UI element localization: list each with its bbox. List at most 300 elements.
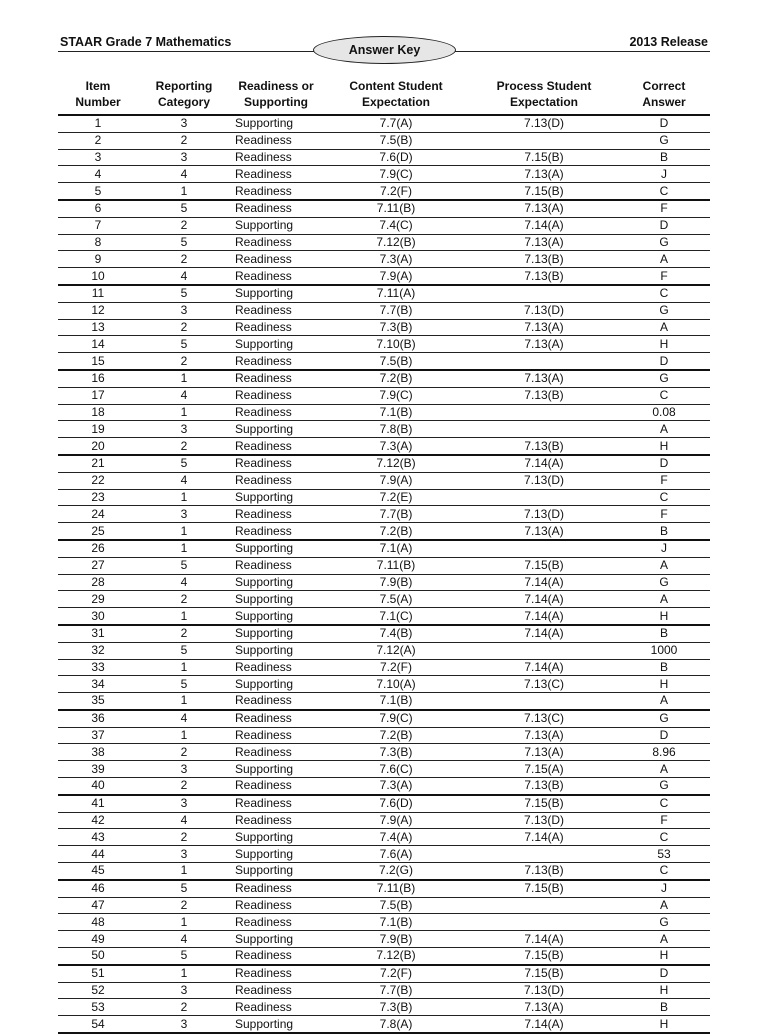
cell-content-expectation: 7.7(B)	[322, 982, 470, 999]
cell-correct-answer: A	[618, 557, 710, 574]
cell-process-expectation	[470, 914, 618, 931]
table-row	[58, 302, 710, 319]
cell-readiness-or-supporting: Supporting	[230, 115, 322, 132]
cell-item-number: 53	[58, 999, 138, 1016]
cell-reporting-category: 5	[138, 676, 230, 693]
cell-correct-answer: D	[618, 455, 710, 472]
cell-readiness-or-supporting: Readiness	[230, 438, 322, 455]
cell-item-number: 28	[58, 574, 138, 591]
cell-readiness-or-supporting: Readiness	[230, 982, 322, 999]
cell-item-number: 25	[58, 523, 138, 540]
cell-correct-answer: A	[618, 591, 710, 608]
cell-correct-answer: F	[618, 268, 710, 285]
cell-correct-answer: C	[618, 489, 710, 506]
release-label: 2013 Release	[629, 35, 708, 49]
cell-readiness-or-supporting: Readiness	[230, 557, 322, 574]
cell-reporting-category: 3	[138, 421, 230, 438]
cell-process-expectation: 7.14(A)	[470, 574, 618, 591]
cell-reporting-category: 1	[138, 540, 230, 557]
cell-reporting-category: 1	[138, 914, 230, 931]
cell-process-expectation	[470, 540, 618, 557]
cell-process-expectation	[470, 285, 618, 302]
cell-correct-answer: J	[618, 166, 710, 183]
cell-item-number: 32	[58, 642, 138, 659]
cell-content-expectation: 7.7(B)	[322, 302, 470, 319]
cell-correct-answer: H	[618, 982, 710, 999]
cell-content-expectation: 7.9(C)	[322, 387, 470, 404]
cell-content-expectation: 7.12(B)	[322, 948, 470, 965]
cell-process-expectation	[470, 693, 618, 710]
cell-item-number: 52	[58, 982, 138, 999]
cell-readiness-or-supporting: Readiness	[230, 999, 322, 1016]
cell-correct-answer: A	[618, 319, 710, 336]
cell-correct-answer: G	[618, 132, 710, 149]
cell-reporting-category: 1	[138, 183, 230, 200]
cell-item-number: 11	[58, 285, 138, 302]
cell-readiness-or-supporting: Readiness	[230, 523, 322, 540]
cell-correct-answer: J	[618, 540, 710, 557]
table-row	[58, 846, 710, 863]
cell-readiness-or-supporting: Supporting	[230, 489, 322, 506]
cell-content-expectation: 7.11(B)	[322, 880, 470, 897]
cell-content-expectation: 7.1(C)	[322, 608, 470, 625]
cell-item-number: 37	[58, 727, 138, 744]
cell-content-expectation: 7.9(B)	[322, 931, 470, 948]
cell-content-expectation: 7.9(C)	[322, 710, 470, 727]
cell-item-number: 24	[58, 506, 138, 523]
cell-readiness-or-supporting: Readiness	[230, 710, 322, 727]
cell-readiness-or-supporting: Readiness	[230, 880, 322, 897]
table-row	[58, 489, 710, 506]
table-row	[58, 319, 710, 336]
cell-content-expectation: 7.12(A)	[322, 642, 470, 659]
table-row	[58, 812, 710, 829]
cell-process-expectation: 7.13(D)	[470, 982, 618, 999]
cell-reporting-category: 3	[138, 506, 230, 523]
cell-readiness-or-supporting: Supporting	[230, 761, 322, 778]
cell-correct-answer: C	[618, 795, 710, 812]
table-row	[58, 268, 710, 285]
table-row	[58, 625, 710, 642]
table-row	[58, 693, 710, 710]
table-row	[58, 931, 710, 948]
cell-process-expectation: 7.13(B)	[470, 268, 618, 285]
cell-reporting-category: 3	[138, 761, 230, 778]
cell-item-number: 3	[58, 149, 138, 166]
cell-reporting-category: 4	[138, 387, 230, 404]
table-row	[58, 540, 710, 557]
cell-process-expectation: 7.13(A)	[470, 523, 618, 540]
table-row	[58, 744, 710, 761]
cell-correct-answer: G	[618, 370, 710, 387]
cell-readiness-or-supporting: Supporting	[230, 217, 322, 234]
cell-content-expectation: 7.1(B)	[322, 404, 470, 421]
table-row	[58, 200, 710, 217]
table-row	[58, 659, 710, 676]
cell-readiness-or-supporting: Readiness	[230, 897, 322, 914]
cell-content-expectation: 7.3(B)	[322, 744, 470, 761]
cell-process-expectation: 7.13(D)	[470, 302, 618, 319]
cell-reporting-category: 5	[138, 285, 230, 302]
table-row	[58, 761, 710, 778]
cell-content-expectation: 7.2(F)	[322, 965, 470, 982]
cell-correct-answer: B	[618, 625, 710, 642]
cell-item-number: 43	[58, 829, 138, 846]
cell-item-number: 12	[58, 302, 138, 319]
cell-content-expectation: 7.1(B)	[322, 914, 470, 931]
cell-item-number: 50	[58, 948, 138, 965]
table-row	[58, 183, 710, 200]
cell-item-number: 33	[58, 659, 138, 676]
cell-content-expectation: 7.12(B)	[322, 234, 470, 251]
cell-readiness-or-supporting: Supporting	[230, 285, 322, 302]
cell-correct-answer: C	[618, 285, 710, 302]
cell-process-expectation: 7.13(D)	[470, 506, 618, 523]
cell-content-expectation: 7.10(B)	[322, 336, 470, 353]
cell-content-expectation: 7.3(A)	[322, 438, 470, 455]
cell-item-number: 40	[58, 778, 138, 795]
cell-process-expectation: 7.13(A)	[470, 234, 618, 251]
cell-content-expectation: 7.2(B)	[322, 727, 470, 744]
answer-key-table	[58, 76, 710, 1034]
cell-correct-answer: H	[618, 1016, 710, 1033]
document-title: STAAR Grade 7 Mathematics	[60, 35, 232, 49]
cell-readiness-or-supporting: Readiness	[230, 965, 322, 982]
cell-item-number: 22	[58, 472, 138, 489]
cell-reporting-category: 3	[138, 846, 230, 863]
cell-readiness-or-supporting: Supporting	[230, 421, 322, 438]
cell-readiness-or-supporting: Readiness	[230, 812, 322, 829]
cell-correct-answer: 8.96	[618, 744, 710, 761]
cell-readiness-or-supporting: Supporting	[230, 1016, 322, 1033]
cell-reporting-category: 1	[138, 727, 230, 744]
table-row	[58, 897, 710, 914]
cell-content-expectation: 7.7(B)	[322, 506, 470, 523]
cell-item-number: 45	[58, 863, 138, 880]
cell-reporting-category: 2	[138, 829, 230, 846]
cell-correct-answer: F	[618, 472, 710, 489]
table-row	[58, 149, 710, 166]
cell-reporting-category: 1	[138, 489, 230, 506]
cell-content-expectation: 7.5(B)	[322, 132, 470, 149]
cell-correct-answer: F	[618, 200, 710, 217]
table-row	[58, 863, 710, 880]
table-row	[58, 948, 710, 965]
cell-readiness-or-supporting: Readiness	[230, 795, 322, 812]
cell-readiness-or-supporting: Readiness	[230, 183, 322, 200]
cell-correct-answer: H	[618, 948, 710, 965]
table-row	[58, 285, 710, 302]
cell-readiness-or-supporting: Readiness	[230, 914, 322, 931]
table-row	[58, 506, 710, 523]
cell-process-expectation: 7.15(B)	[470, 948, 618, 965]
cell-process-expectation: 7.13(B)	[470, 863, 618, 880]
cell-content-expectation: 7.9(A)	[322, 268, 470, 285]
cell-item-number: 27	[58, 557, 138, 574]
table-row	[58, 523, 710, 540]
cell-readiness-or-supporting: Readiness	[230, 149, 322, 166]
cell-content-expectation: 7.2(F)	[322, 183, 470, 200]
table-row	[58, 727, 710, 744]
cell-content-expectation: 7.6(A)	[322, 846, 470, 863]
table-row	[58, 608, 710, 625]
table-row	[58, 914, 710, 931]
cell-process-expectation	[470, 489, 618, 506]
cell-process-expectation: 7.14(A)	[470, 829, 618, 846]
cell-process-expectation: 7.15(A)	[470, 761, 618, 778]
cell-correct-answer: A	[618, 931, 710, 948]
cell-item-number: 34	[58, 676, 138, 693]
cell-item-number: 16	[58, 370, 138, 387]
cell-correct-answer: 0.08	[618, 404, 710, 421]
cell-content-expectation: 7.4(A)	[322, 829, 470, 846]
cell-item-number: 36	[58, 710, 138, 727]
cell-correct-answer: A	[618, 251, 710, 268]
cell-item-number: 26	[58, 540, 138, 557]
table-row	[58, 336, 710, 353]
cell-process-expectation: 7.15(B)	[470, 557, 618, 574]
cell-item-number: 51	[58, 965, 138, 982]
cell-item-number: 14	[58, 336, 138, 353]
table-row	[58, 574, 710, 591]
cell-item-number: 17	[58, 387, 138, 404]
cell-correct-answer: A	[618, 897, 710, 914]
cell-correct-answer: C	[618, 863, 710, 880]
cell-correct-answer: D	[618, 727, 710, 744]
table-row	[58, 676, 710, 693]
cell-correct-answer: H	[618, 608, 710, 625]
cell-item-number: 49	[58, 931, 138, 948]
cell-content-expectation: 7.5(B)	[322, 353, 470, 370]
cell-reporting-category: 5	[138, 200, 230, 217]
table-row	[58, 472, 710, 489]
cell-item-number: 8	[58, 234, 138, 251]
cell-reporting-category: 5	[138, 642, 230, 659]
cell-content-expectation: 7.1(A)	[322, 540, 470, 557]
cell-item-number: 18	[58, 404, 138, 421]
cell-correct-answer: B	[618, 659, 710, 676]
table-row	[58, 455, 710, 472]
cell-reporting-category: 2	[138, 353, 230, 370]
cell-correct-answer: J	[618, 880, 710, 897]
cell-correct-answer: D	[618, 965, 710, 982]
cell-reporting-category: 1	[138, 693, 230, 710]
cell-content-expectation: 7.9(C)	[322, 166, 470, 183]
cell-content-expectation: 7.9(A)	[322, 812, 470, 829]
cell-readiness-or-supporting: Readiness	[230, 727, 322, 744]
cell-item-number: 54	[58, 1016, 138, 1033]
cell-reporting-category: 1	[138, 523, 230, 540]
cell-reporting-category: 4	[138, 812, 230, 829]
table-row	[58, 166, 710, 183]
cell-readiness-or-supporting: Readiness	[230, 353, 322, 370]
col-header-correct-answer: Correct Answer	[642, 79, 686, 109]
cell-readiness-or-supporting: Readiness	[230, 268, 322, 285]
cell-item-number: 30	[58, 608, 138, 625]
cell-item-number: 1	[58, 115, 138, 132]
cell-correct-answer: G	[618, 302, 710, 319]
cell-correct-answer: B	[618, 149, 710, 166]
cell-reporting-category: 2	[138, 778, 230, 795]
cell-correct-answer: F	[618, 812, 710, 829]
cell-process-expectation: 7.13(C)	[470, 676, 618, 693]
cell-readiness-or-supporting: Supporting	[230, 574, 322, 591]
cell-content-expectation: 7.4(C)	[322, 217, 470, 234]
cell-reporting-category: 2	[138, 591, 230, 608]
cell-reporting-category: 3	[138, 982, 230, 999]
cell-correct-answer: B	[618, 999, 710, 1016]
table-row	[58, 829, 710, 846]
cell-reporting-category: 1	[138, 608, 230, 625]
answer-key-badge	[313, 36, 456, 64]
cell-content-expectation: 7.3(B)	[322, 319, 470, 336]
cell-item-number: 31	[58, 625, 138, 642]
cell-reporting-category: 5	[138, 455, 230, 472]
cell-correct-answer: G	[618, 778, 710, 795]
table-row	[58, 370, 710, 387]
cell-content-expectation: 7.3(B)	[322, 999, 470, 1016]
cell-item-number: 2	[58, 132, 138, 149]
cell-reporting-category: 5	[138, 336, 230, 353]
cell-reporting-category: 1	[138, 659, 230, 676]
cell-process-expectation: 7.13(D)	[470, 472, 618, 489]
cell-content-expectation: 7.11(B)	[322, 200, 470, 217]
cell-readiness-or-supporting: Supporting	[230, 336, 322, 353]
cell-reporting-category: 3	[138, 1016, 230, 1033]
cell-readiness-or-supporting: Supporting	[230, 540, 322, 557]
cell-process-expectation: 7.15(B)	[470, 880, 618, 897]
cell-reporting-category: 4	[138, 574, 230, 591]
cell-correct-answer: H	[618, 438, 710, 455]
cell-correct-answer: F	[618, 506, 710, 523]
cell-process-expectation	[470, 132, 618, 149]
cell-item-number: 9	[58, 251, 138, 268]
cell-content-expectation: 7.2(B)	[322, 370, 470, 387]
cell-correct-answer: C	[618, 183, 710, 200]
table-row	[58, 438, 710, 455]
table-row	[58, 353, 710, 370]
cell-reporting-category: 3	[138, 302, 230, 319]
cell-readiness-or-supporting: Readiness	[230, 234, 322, 251]
cell-item-number: 41	[58, 795, 138, 812]
cell-readiness-or-supporting: Readiness	[230, 659, 322, 676]
cell-process-expectation: 7.15(B)	[470, 149, 618, 166]
cell-correct-answer: G	[618, 710, 710, 727]
cell-process-expectation: 7.13(B)	[470, 778, 618, 795]
cell-process-expectation: 7.14(A)	[470, 455, 618, 472]
cell-item-number: 21	[58, 455, 138, 472]
table-row	[58, 557, 710, 574]
cell-readiness-or-supporting: Supporting	[230, 625, 322, 642]
cell-process-expectation: 7.14(A)	[470, 608, 618, 625]
cell-item-number: 20	[58, 438, 138, 455]
cell-item-number: 7	[58, 217, 138, 234]
cell-readiness-or-supporting: Readiness	[230, 166, 322, 183]
cell-correct-answer: G	[618, 574, 710, 591]
cell-correct-answer: A	[618, 693, 710, 710]
cell-process-expectation: 7.13(B)	[470, 251, 618, 268]
cell-readiness-or-supporting: Supporting	[230, 591, 322, 608]
cell-process-expectation: 7.13(A)	[470, 319, 618, 336]
cell-process-expectation: 7.14(A)	[470, 931, 618, 948]
cell-correct-answer: G	[618, 914, 710, 931]
cell-reporting-category: 5	[138, 557, 230, 574]
cell-item-number: 39	[58, 761, 138, 778]
table-row	[58, 217, 710, 234]
cell-reporting-category: 3	[138, 149, 230, 166]
cell-reporting-category: 4	[138, 166, 230, 183]
cell-process-expectation: 7.13(A)	[470, 370, 618, 387]
table-row	[58, 115, 710, 132]
cell-readiness-or-supporting: Readiness	[230, 302, 322, 319]
cell-content-expectation: 7.4(B)	[322, 625, 470, 642]
col-header-readiness-or-supporting: Readiness or Supporting	[238, 79, 314, 109]
table-row	[58, 234, 710, 251]
cell-content-expectation: 7.6(D)	[322, 795, 470, 812]
table-row	[58, 642, 710, 659]
cell-correct-answer: G	[618, 234, 710, 251]
cell-process-expectation	[470, 421, 618, 438]
table-row	[58, 778, 710, 795]
cell-item-number: 13	[58, 319, 138, 336]
cell-process-expectation: 7.13(A)	[470, 999, 618, 1016]
cell-content-expectation: 7.5(B)	[322, 897, 470, 914]
cell-process-expectation: 7.13(A)	[470, 744, 618, 761]
cell-reporting-category: 2	[138, 897, 230, 914]
cell-process-expectation	[470, 846, 618, 863]
cell-process-expectation: 7.14(A)	[470, 591, 618, 608]
cell-item-number: 42	[58, 812, 138, 829]
cell-correct-answer: C	[618, 829, 710, 846]
cell-readiness-or-supporting: Supporting	[230, 846, 322, 863]
cell-process-expectation: 7.13(D)	[470, 115, 618, 132]
table-row	[58, 795, 710, 812]
cell-content-expectation: 7.1(B)	[322, 693, 470, 710]
cell-process-expectation: 7.13(A)	[470, 166, 618, 183]
cell-readiness-or-supporting: Supporting	[230, 608, 322, 625]
cell-correct-answer: D	[618, 115, 710, 132]
cell-process-expectation	[470, 404, 618, 421]
col-header-item-number: Item Number	[75, 79, 121, 109]
cell-content-expectation: 7.8(A)	[322, 1016, 470, 1033]
cell-reporting-category: 2	[138, 625, 230, 642]
cell-reporting-category: 5	[138, 948, 230, 965]
cell-process-expectation: 7.13(A)	[470, 336, 618, 353]
table-row	[58, 982, 710, 999]
cell-readiness-or-supporting: Readiness	[230, 200, 322, 217]
cell-readiness-or-supporting: Supporting	[230, 829, 322, 846]
cell-reporting-category: 1	[138, 404, 230, 421]
cell-content-expectation: 7.3(A)	[322, 778, 470, 795]
table-row	[58, 710, 710, 727]
cell-process-expectation: 7.14(A)	[470, 1016, 618, 1033]
cell-correct-answer: H	[618, 676, 710, 693]
cell-process-expectation: 7.13(B)	[470, 387, 618, 404]
cell-content-expectation: 7.2(E)	[322, 489, 470, 506]
cell-process-expectation: 7.14(A)	[470, 625, 618, 642]
cell-content-expectation: 7.10(A)	[322, 676, 470, 693]
cell-item-number: 19	[58, 421, 138, 438]
cell-content-expectation: 7.7(A)	[322, 115, 470, 132]
table-row	[58, 965, 710, 982]
cell-content-expectation: 7.11(B)	[322, 557, 470, 574]
header-row	[58, 76, 710, 115]
cell-item-number: 38	[58, 744, 138, 761]
cell-process-expectation: 7.14(A)	[470, 217, 618, 234]
cell-item-number: 44	[58, 846, 138, 863]
cell-process-expectation: 7.13(B)	[470, 438, 618, 455]
cell-content-expectation: 7.3(A)	[322, 251, 470, 268]
